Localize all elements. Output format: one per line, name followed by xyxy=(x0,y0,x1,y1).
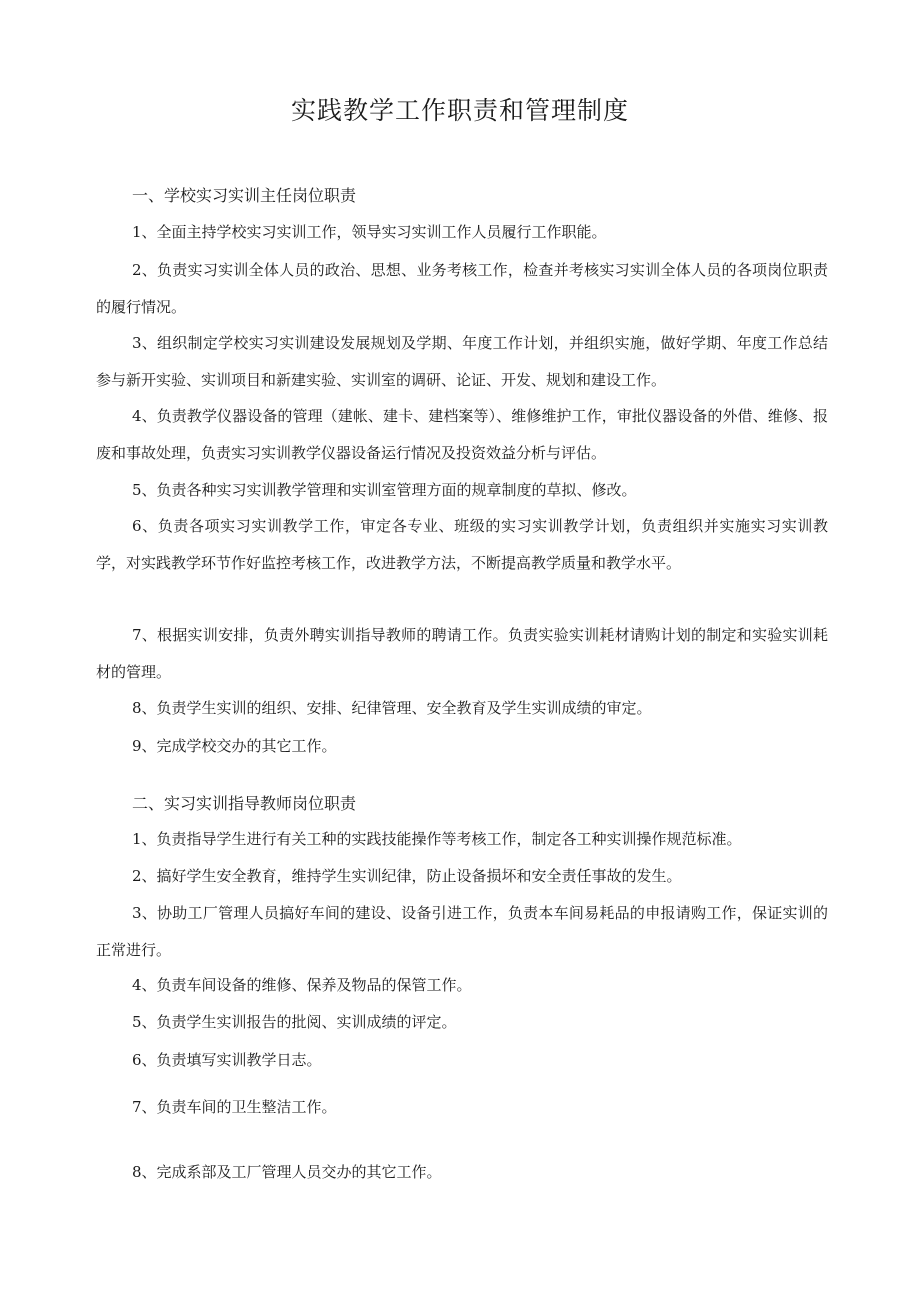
list-item: 8、负责学生实训的组织、安排、纪律管理、安全教育及学生实训成绩的审定。 xyxy=(132,699,652,717)
list-item: 4、负责教学仪器设备的管理（建帐、建卡、建档案等）、维修维护工作，审批仪器设备的外借、维修、报废和事故处理，负责实习实训教学仪器设备运行情况及投资效益分析与评估。 xyxy=(96,407,828,462)
list-item: 8、完成系部及工厂管理人员交办的其它工作。 xyxy=(132,1163,442,1181)
list-item: 7、根据实训安排，负责外聘实训指导教师的聘请工作。负责实验实训耗材请购计划的制定和实验实训耗材的管理。 xyxy=(96,626,828,681)
list-item: 6、负责填写实训教学日志。 xyxy=(132,1051,322,1069)
list-item: 5、负责各种实习实训教学管理和实训室管理方面的规章制度的草拟、修改。 xyxy=(132,481,637,499)
list-item: 6、负责各项实习实训教学工作，审定各专业、班级的实习实训教学计划，负责组织并实施实习实训教学，对实践教学环节作好监控考核工作，改进教学方法，不断提高教学质量和教学水平。 xyxy=(96,517,828,572)
page-title: 实践教学工作职责和管理制度 xyxy=(290,96,629,125)
list-item: 4、负责车间设备的维修、保养及物品的保管工作。 xyxy=(132,976,472,994)
list-item: 1、全面主持学校实习实训工作，领导实习实训工作人员履行工作职能。 xyxy=(132,223,607,241)
list-item: 3、组织制定学校实习实训建设发展规划及学期、年度工作计划，并组织实施，做好学期、年度工作总结 参与新开实验、实训项目和新建实验、实训室的调研、论证、开发、规划和建设工作。 xyxy=(96,334,828,389)
list-item: 1、负责指导学生进行有关工种的实践技能操作等考核工作，制定各工种实训操作规范标准。 xyxy=(132,830,742,848)
section-heading-2: 二、实习实训指导教师岗位职责 xyxy=(132,794,357,813)
section-heading-1: 一、学校实习实训主任岗位职责 xyxy=(132,186,357,205)
list-item: 5、负责学生实训报告的批阅、实训成绩的评定。 xyxy=(132,1013,457,1031)
list-item: 3、协助工厂管理人员搞好车间的建设、设备引进工作，负责本车间易耗品的申报请购工作，保证实训的正常进行。 xyxy=(96,904,828,959)
list-item: 9、完成学校交办的其它工作。 xyxy=(132,737,337,755)
list-item: 7、负责车间的卫生整洁工作。 xyxy=(132,1098,337,1116)
list-item: 2、负责实习实训全体人员的政治、思想、业务考核工作，检查并考核实习实训全体人员的各项岗位职责的履行情况。 xyxy=(96,261,828,316)
list-item: 2、搞好学生安全教育，维持学生实训纪律，防止设备损坏和安全责任事故的发生。 xyxy=(132,867,682,885)
